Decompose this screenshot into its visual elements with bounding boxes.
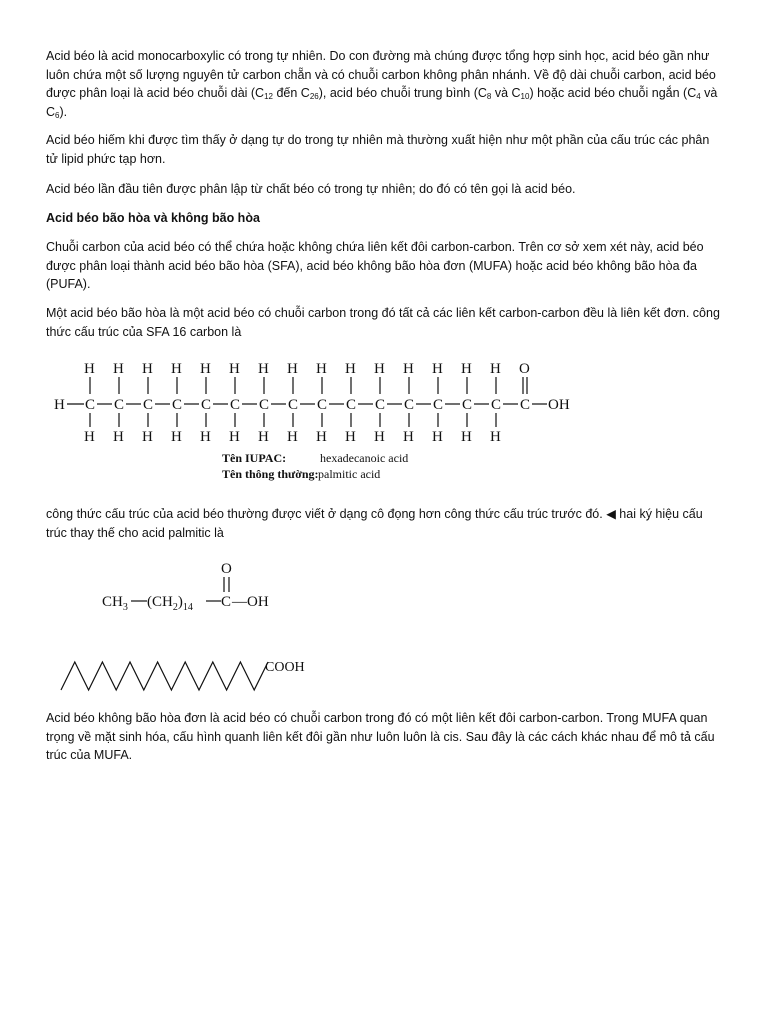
- hydrogen-atom: H: [316, 361, 327, 377]
- hydrogen-atom: H: [490, 429, 501, 445]
- carbon-zigzag-chain: [61, 662, 268, 690]
- hydrogen-atom: H: [345, 429, 356, 445]
- condensed-formula-paragraph: công thức cấu trúc của acid béo thường được viết ở dạng cô đọng hơn công thức cấu trúc trước đó. ◀ hai ký hiệu cấu trúc thay thế cho acid palmitic là: [46, 507, 703, 540]
- hydroxyl-group: —OH: [232, 594, 269, 610]
- common-name-label: Tên thông thường:: [222, 467, 319, 481]
- hydrogen-atom: H: [432, 429, 443, 445]
- hydrogen-atom: H: [287, 361, 298, 377]
- hydrogen-atom: H: [316, 429, 327, 445]
- hydrogen-atom: H: [461, 429, 472, 445]
- carbon-atom: C: [346, 397, 357, 413]
- carbon-atom: C: [433, 397, 444, 413]
- hydrogen-atom: H: [345, 361, 356, 377]
- mufa-paragraph: Acid béo không bão hòa đơn là acid béo có chuỗi carbon trong đó có một liên kết đôi carbon-carbon. Trong MUFA quan trọng về mặt sinh hóa, cấu hình quanh liên kết đôi gần như luôn luôn là cis. Sau đây là các cách khác nhau để mô tả cấu trúc của MUFA.: [46, 711, 715, 762]
- carbon-atom: C: [520, 397, 531, 413]
- common-name-value: palmitic acid: [318, 467, 381, 481]
- carbon-atom: C: [404, 397, 415, 413]
- hydrogen-atom: H: [229, 361, 240, 377]
- carbon-atom: C: [172, 397, 183, 413]
- hydrogen-atom: H: [84, 361, 95, 377]
- hydrogen-atom: H: [84, 429, 95, 445]
- carbon-atom: C: [375, 397, 386, 413]
- hydrogen-atom: H: [403, 429, 414, 445]
- section-heading: Acid béo bão hòa và không bão hòa: [46, 211, 260, 225]
- methyl-group: $CH_3$: [102, 594, 128, 613]
- hydrogen-atom: H: [142, 361, 153, 377]
- carbon-atom: C: [259, 397, 270, 413]
- intro-paragraph: Acid béo là acid monocarboxylic có trong tự nhiên. Do con đường mà chúng được tổng hợp sinh học, acid béo gần như luôn chứa một số lượng nguyên tử carbon chẵn và có chuỗi carbon không phân nhánh. Về độ dài chuỗi carbon, acid béo được phân loại là acid béo chuỗi dài ($C_{12}$ đến $C_{26}$), acid béo chuỗi trung bình ($C_8$ và $C_{10}$) hoặc acid béo chuỗi ngắn ($C_4$ và $C_6$).: [46, 49, 718, 120]
- hydrogen-atom: H: [229, 429, 240, 445]
- carbon-atom: C: [462, 397, 473, 413]
- hydrogen-atom: H: [200, 361, 211, 377]
- carbon-atom: C: [85, 397, 96, 413]
- classification-paragraph: Chuỗi carbon của acid béo có thể chứa hoặc không chứa liên kết đôi carbon-carbon. Trên cơ sở xem xét này, acid béo được phân loại thành acid béo bão hòa (SFA), acid béo không bão hòa đơn (MUFA) hoặc acid béo không bão hòa đa (PUFA).: [46, 240, 704, 291]
- hydrogen-atom: H: [142, 429, 153, 445]
- methylene-repeat: $(CH_2)_{14}$: [147, 594, 193, 613]
- hydrogen-atom: H: [461, 361, 472, 377]
- hydrogen-atom: H: [171, 429, 182, 445]
- hydrogen-atom: H: [113, 361, 124, 377]
- carbonyl-oxygen-atom: O: [519, 361, 530, 377]
- history-paragraph: Acid béo lần đầu tiên được phân lập từ chất béo có trong tự nhiên; do đó có tên gọi là acid béo.: [46, 182, 576, 196]
- palmitic-acid-structural-formula: [40, 355, 640, 485]
- hydrogen-atom: H: [171, 361, 182, 377]
- carbon-atom: C: [230, 397, 241, 413]
- hydrogen-atom: H: [374, 361, 385, 377]
- palmitic-acid-condensed-formula: [95, 558, 315, 614]
- hydrogen-atom: H: [403, 361, 414, 377]
- hydrogen-atom: H: [374, 429, 385, 445]
- hydrogen-atom: H: [287, 429, 298, 445]
- hydroxyl-group: OH: [548, 397, 570, 413]
- iupac-value: hexadecanoic acid: [320, 451, 409, 465]
- free-form-paragraph: Acid béo hiếm khi được tìm thấy ở dạng tự do trong tự nhiên mà thường xuất hiện như một phần của cấu trúc các phân tử lipid phức tạp hơn.: [46, 133, 710, 166]
- hydrogen-atom: H: [432, 361, 443, 377]
- carbon-atom: C: [491, 397, 502, 413]
- palmitic-acid-skeletal-formula: [55, 652, 325, 698]
- carboxyl-group: COOH: [265, 660, 305, 675]
- carbon-atom: C: [201, 397, 212, 413]
- carbon-atom: C: [114, 397, 125, 413]
- hydrogen-atom: H: [200, 429, 211, 445]
- sfa-paragraph: Một acid béo bão hòa là một acid béo có chuỗi carbon trong đó tất cả các liên kết carbon-carbon đều là liên kết đơn. công thức cấu trúc của SFA 16 carbon là: [46, 306, 720, 339]
- carbonyl-oxygen: O: [221, 561, 232, 577]
- terminal-hydrogen-atom: H: [54, 397, 65, 413]
- carbon-atom: C: [317, 397, 328, 413]
- hydrogen-atom: H: [490, 361, 501, 377]
- hydrogen-atom: H: [258, 429, 269, 445]
- hydrogen-atom: H: [258, 361, 269, 377]
- iupac-label: Tên IUPAC:: [222, 451, 287, 465]
- hydrogen-atom: H: [113, 429, 124, 445]
- carbon-atom: C: [143, 397, 154, 413]
- carbon-atom: C: [288, 397, 299, 413]
- carbonyl-carbon: C: [221, 594, 232, 610]
